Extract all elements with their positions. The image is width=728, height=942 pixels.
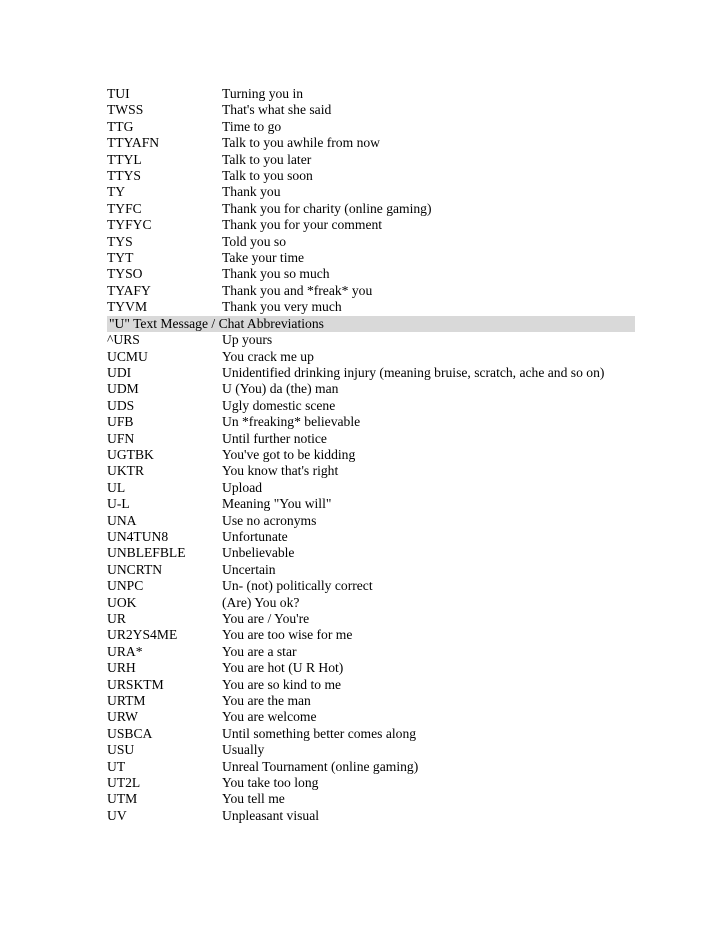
abbreviation-row <box>107 742 635 758</box>
abbreviation-meaning: Take your time <box>222 250 305 266</box>
abbreviation-row <box>107 365 635 381</box>
abbreviation-term: TUI <box>107 86 130 101</box>
abbreviation-row <box>107 480 635 496</box>
abbreviation-row <box>107 791 635 807</box>
abbreviation-row <box>107 381 635 397</box>
abbreviation-meaning: Use no acronyms <box>222 512 317 528</box>
abbreviation-term: UR <box>107 611 126 626</box>
abbreviation-term: UNCRTN <box>107 561 163 577</box>
abbreviation-term: URH <box>107 660 136 676</box>
abbreviation-meaning: You are hot (U R Hot) <box>222 660 344 676</box>
abbreviation-row <box>107 808 635 824</box>
abbreviation-row <box>107 595 635 611</box>
abbreviation-meaning: Upload <box>222 479 263 495</box>
abbreviation-term: TYFYC <box>107 217 152 233</box>
abbreviation-meaning: Un *freaking* believable <box>222 414 361 430</box>
abbreviation-meaning: Unpleasant visual <box>222 807 320 823</box>
abbreviation-term: TTYAFN <box>107 135 160 151</box>
abbreviation-term: UV <box>107 807 127 823</box>
abbreviation-row <box>107 759 635 775</box>
abbreviation-meaning: Until further notice <box>222 430 327 446</box>
abbreviation-row <box>107 660 635 676</box>
abbreviation-term: UDS <box>107 397 135 413</box>
abbreviation-row <box>107 513 635 529</box>
abbreviation-row <box>107 709 635 725</box>
abbreviation-term: TY <box>107 184 126 200</box>
abbreviation-meaning: Up yours <box>222 332 273 348</box>
abbreviation-row <box>107 152 635 168</box>
abbreviation-meaning: You are too wise for me <box>222 627 353 643</box>
abbreviation-meaning: You are / You're <box>222 611 310 626</box>
abbreviation-row <box>107 201 635 217</box>
abbreviation-row <box>107 102 635 118</box>
section-heading-row <box>107 316 635 332</box>
abbreviation-term: USU <box>107 742 135 758</box>
abbreviation-meaning: Told you so <box>222 233 286 249</box>
abbreviation-meaning: Unfortunate <box>222 528 288 544</box>
abbreviation-term: UFB <box>107 414 134 430</box>
abbreviation-row <box>107 775 635 791</box>
abbreviation-row <box>107 644 635 660</box>
abbreviation-meaning: You know that's right <box>222 463 339 479</box>
abbreviation-meaning: Unidentified drinking injury (meaning bruise, scratch, ache and so on) <box>222 364 605 380</box>
abbreviation-term: UCMU <box>107 348 148 364</box>
abbreviation-meaning: Talk to you awhile from now <box>222 135 380 151</box>
abbreviation-term: UNBLEFBLE <box>107 545 186 561</box>
abbreviation-meaning: Thank you for charity (online gaming) <box>222 200 432 216</box>
abbreviation-term: UNPC <box>107 578 144 594</box>
abbreviation-term: UKTR <box>107 463 145 479</box>
abbreviation-table <box>107 86 635 824</box>
abbreviation-term: UOK <box>107 594 137 610</box>
abbreviation-row <box>107 414 635 430</box>
abbreviation-row <box>107 611 635 627</box>
abbreviation-row <box>107 119 635 135</box>
abbreviation-meaning: Thank you for your comment <box>222 217 383 233</box>
abbreviation-term: UR2YS4ME <box>107 627 178 643</box>
abbreviation-row <box>107 250 635 266</box>
abbreviation-meaning: Talk to you later <box>222 151 312 167</box>
abbreviation-term: TYFC <box>107 200 142 216</box>
abbreviation-row <box>107 283 635 299</box>
abbreviation-term: TWSS <box>107 102 144 118</box>
abbreviation-term: UT2L <box>107 775 141 791</box>
abbreviation-meaning: Uncertain <box>222 561 276 577</box>
abbreviation-meaning: You are a star <box>222 643 297 659</box>
abbreviation-row <box>107 693 635 709</box>
abbreviation-row <box>107 217 635 233</box>
abbreviation-meaning: That's what she said <box>222 102 332 118</box>
abbreviation-term: TTYL <box>107 151 142 167</box>
abbreviation-term: USBCA <box>107 725 153 741</box>
abbreviation-term: TYSO <box>107 266 143 282</box>
abbreviation-meaning: Un- (not) politically correct <box>222 578 373 594</box>
abbreviation-row <box>107 184 635 200</box>
abbreviation-row <box>107 168 635 184</box>
abbreviation-meaning: You tell me <box>222 791 285 807</box>
abbreviation-term: UGTBK <box>107 446 154 462</box>
abbreviation-meaning: Until something better comes along <box>222 725 417 741</box>
abbreviation-row <box>107 135 635 151</box>
abbreviation-term: UNA <box>107 512 137 528</box>
abbreviation-row <box>107 726 635 742</box>
abbreviation-meaning: Unreal Tournament (online gaming) <box>222 758 419 774</box>
abbreviation-meaning: Meaning "You will" <box>222 496 332 512</box>
abbreviation-meaning: Thank you very much <box>222 299 342 315</box>
abbreviation-term: URW <box>107 709 138 725</box>
abbreviation-row <box>107 332 635 348</box>
abbreviation-meaning: You take too long <box>222 775 319 791</box>
abbreviation-meaning: You've got to be kidding <box>222 446 356 462</box>
abbreviation-term: TYT <box>107 250 134 266</box>
abbreviation-term: UN4TUN8 <box>107 528 169 544</box>
abbreviation-term: UDM <box>107 381 139 397</box>
abbreviation-term: TTG <box>107 118 134 134</box>
abbreviation-row <box>107 627 635 643</box>
abbreviation-row <box>107 578 635 594</box>
abbreviation-term: URSKTM <box>107 676 164 692</box>
abbreviation-row <box>107 562 635 578</box>
abbreviation-row <box>107 398 635 414</box>
abbreviation-meaning: Time to go <box>222 118 282 134</box>
abbreviation-term: ^URS <box>107 332 140 348</box>
abbreviation-term: TYVM <box>107 299 148 315</box>
abbreviation-row <box>107 234 635 250</box>
abbreviation-row <box>107 431 635 447</box>
abbreviation-row <box>107 86 635 102</box>
abbreviation-meaning: U (You) da (the) man <box>222 381 339 397</box>
abbreviation-meaning: Thank you so much <box>222 266 330 282</box>
abbreviation-term: UL <box>107 479 126 495</box>
abbreviation-term: TTYS <box>107 168 141 184</box>
abbreviation-row <box>107 463 635 479</box>
abbreviation-meaning: You are so kind to me <box>222 676 342 692</box>
abbreviation-meaning: Turning you in <box>222 86 304 101</box>
abbreviation-meaning: Usually <box>222 742 265 758</box>
abbreviation-term: TYAFY <box>107 282 151 298</box>
abbreviation-term: URTM <box>107 693 146 709</box>
abbreviation-row <box>107 447 635 463</box>
abbreviation-term: URA* <box>107 643 143 659</box>
abbreviation-row <box>107 299 635 315</box>
abbreviation-meaning: Thank you and *freak* you <box>222 282 373 298</box>
abbreviation-term: TYS <box>107 233 133 249</box>
abbreviation-meaning: You are welcome <box>222 709 317 725</box>
abbreviation-meaning: You crack me up <box>222 348 314 364</box>
abbreviation-row <box>107 266 635 282</box>
abbreviation-meaning: Unbelievable <box>222 545 295 561</box>
abbreviation-meaning: You are the man <box>222 693 311 709</box>
abbreviation-term: UTM <box>107 791 138 807</box>
abbreviation-meaning: (Are) You ok? <box>222 594 300 610</box>
abbreviation-term: UT <box>107 758 126 774</box>
abbreviation-meaning: Thank you <box>222 184 281 200</box>
section-heading: "U" Text Message / Chat Abbreviations <box>109 315 324 331</box>
abbreviation-term: UFN <box>107 430 135 446</box>
abbreviation-term: U-L <box>107 496 130 512</box>
abbreviation-row <box>107 496 635 512</box>
abbreviation-meaning: Talk to you soon <box>222 168 313 184</box>
abbreviation-row <box>107 349 635 365</box>
abbreviation-row <box>107 545 635 561</box>
abbreviation-row <box>107 677 635 693</box>
abbreviation-term: UDI <box>107 364 132 380</box>
abbreviation-row <box>107 529 635 545</box>
abbreviation-meaning: Ugly domestic scene <box>222 397 336 413</box>
